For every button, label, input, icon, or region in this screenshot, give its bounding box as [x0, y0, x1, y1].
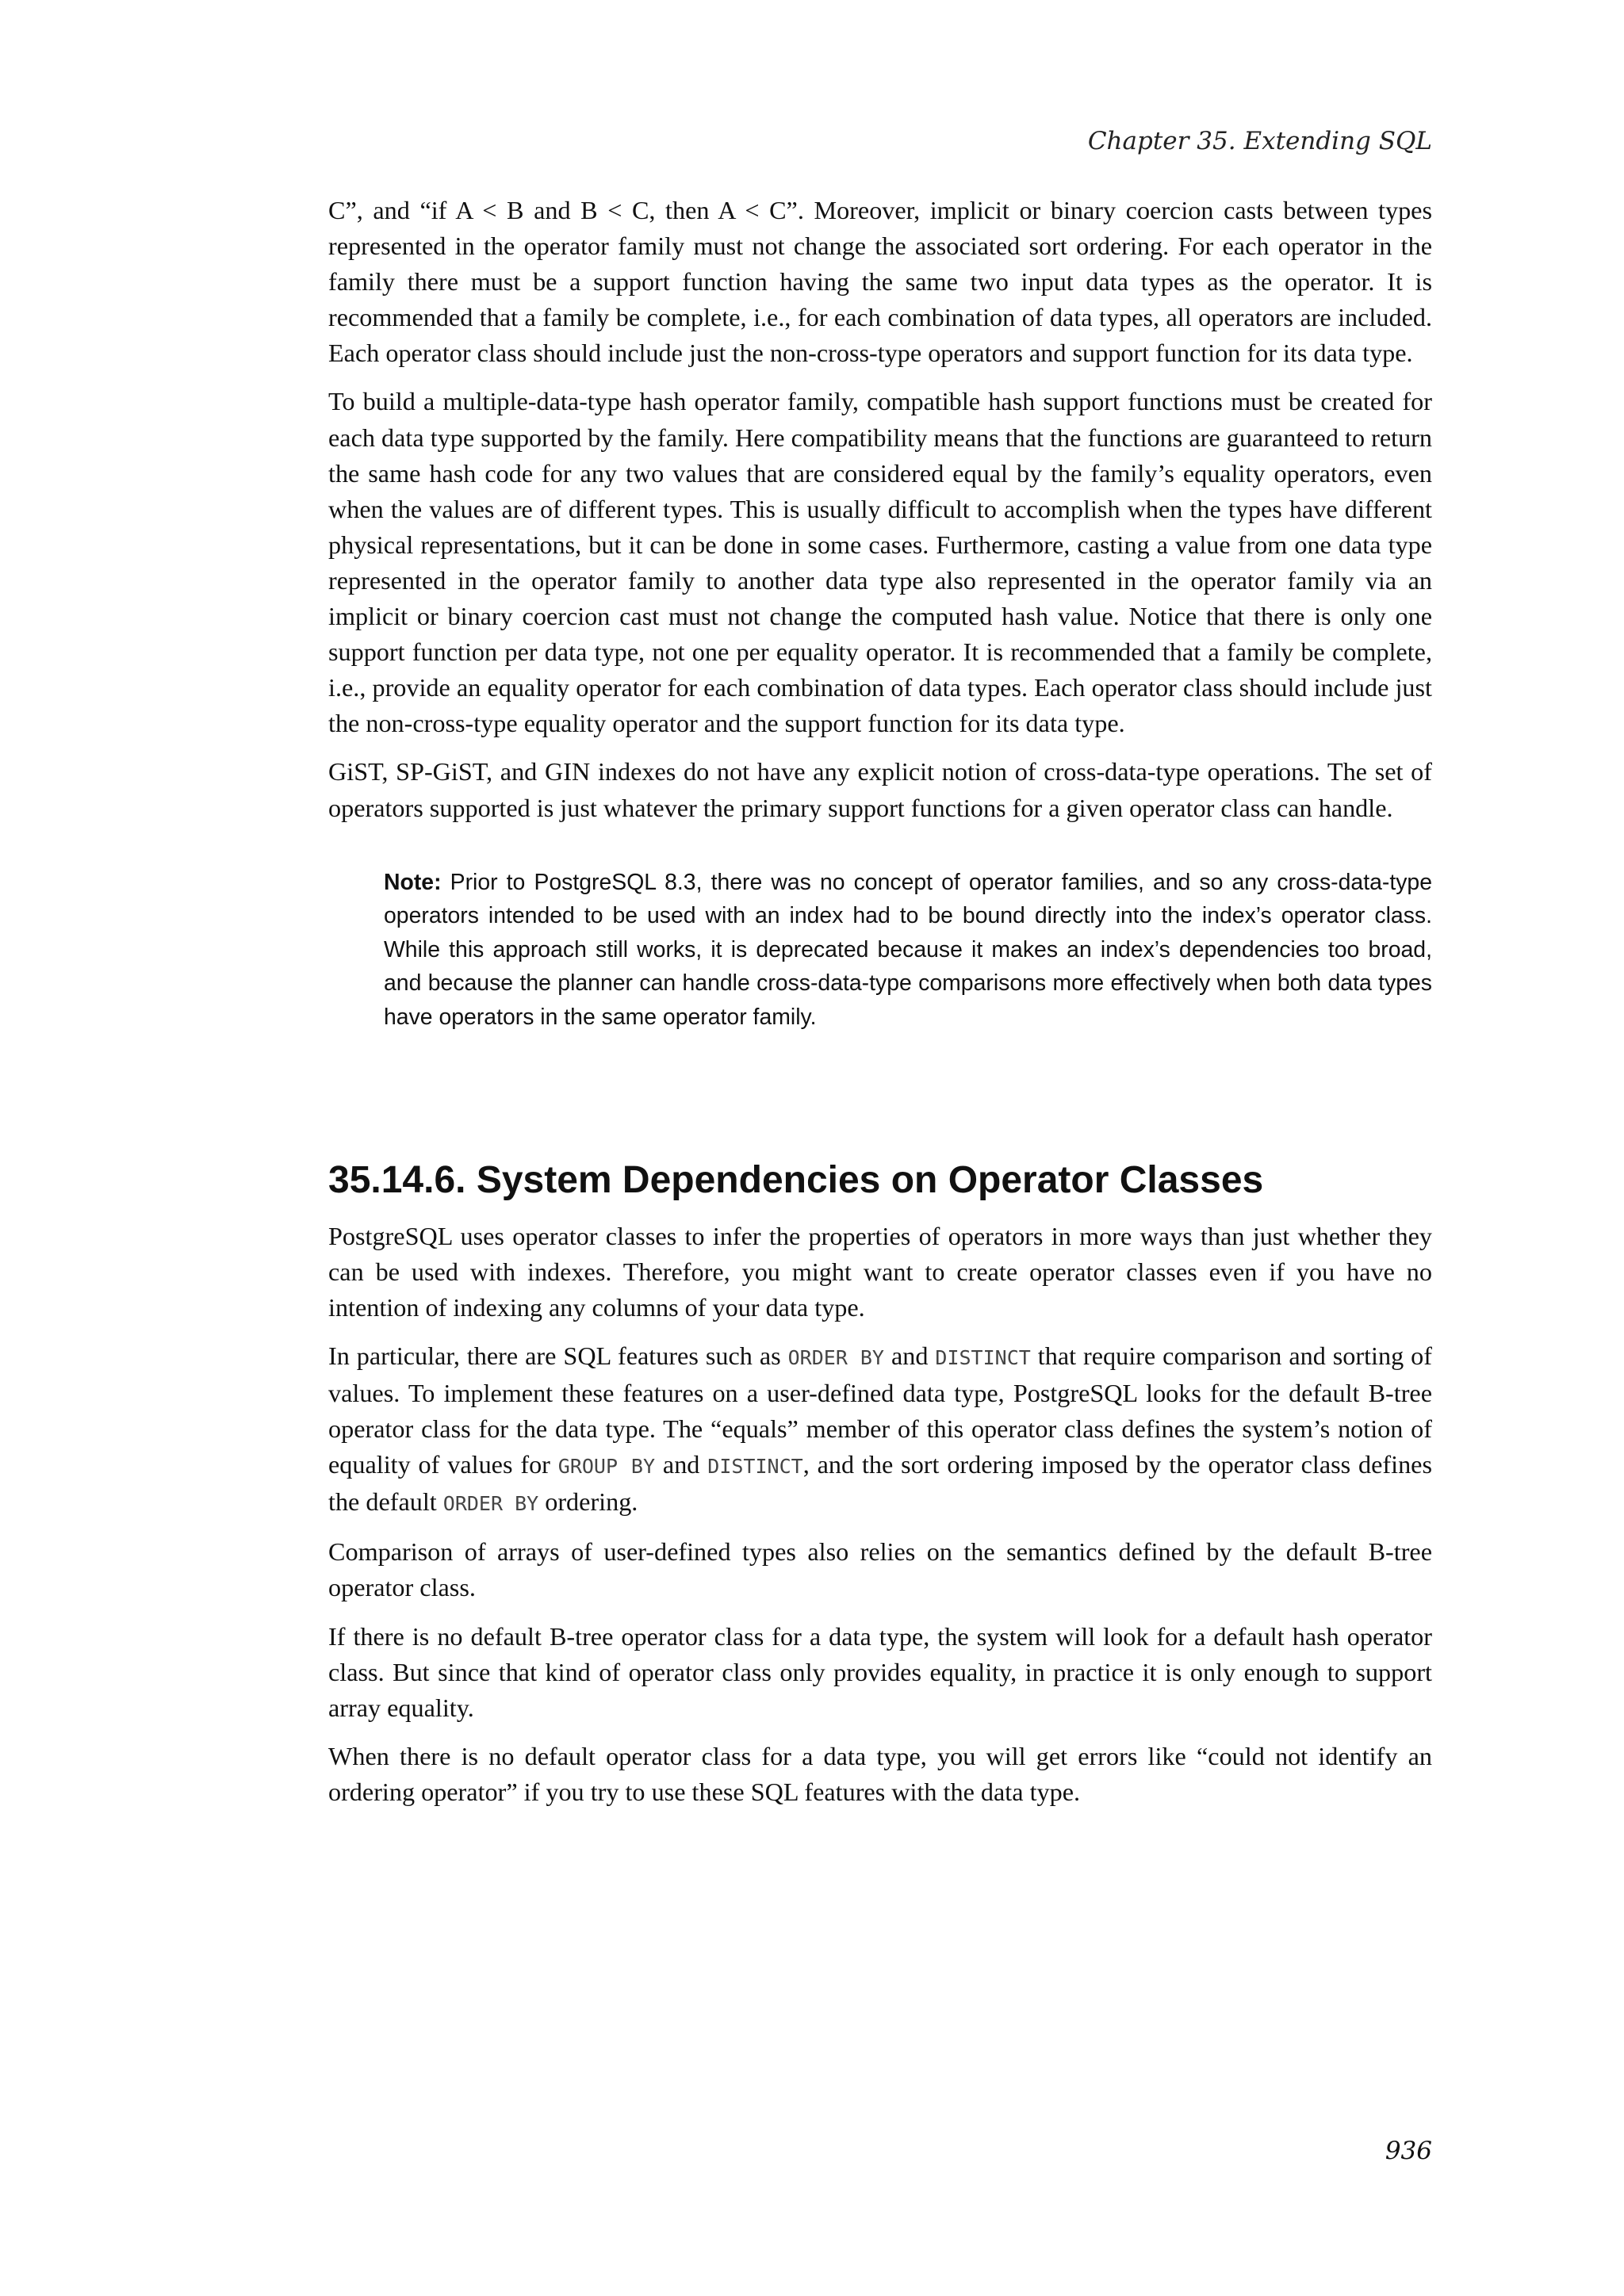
code-order-by: ORDER BY: [442, 1492, 539, 1516]
paragraph-gist-gin: GiST, SP-GiST, and GIN indexes do not have any explicit notion of cross-data-type operations. The set of operators supported is just whatever the primary support functions for a given operator class can handle.: [328, 757, 1432, 822]
paragraph-btree-ordering: C”, and “if A < B and B < C, then A < C”. Moreover, implicit or binary coercion casts between types represented in the operator family must not change the associated sort ordering. For each operator in the family there must be a support function having the same two input data types as the operator. It is recommended that a family be complete, i.e., for each combination of data types, all operators are included. Each operator class should include just the non-cross-type operators and support function for its data type.: [328, 196, 1432, 368]
code-group-by: GROUP BY: [557, 1455, 656, 1479]
text-run: and: [883, 1341, 936, 1370]
text-run: In particular, there are SQL features such as: [328, 1341, 788, 1370]
note-label: Note:: [384, 869, 442, 895]
text-run: ordering.: [538, 1487, 638, 1517]
paragraph-hash-fallback: If there is no default B-tree operator class for a data type, the system will look for a default hash operator class. But since that kind of operator class only provides equality, in practice it is only enough to support array equality.: [328, 1621, 1432, 1722]
text-run: that require comparison and sorting of values. To implement these features on a user-defined data type, PostgreSQL looks for the default B-tree operator class for the data type. The “equals” member of this operator class defines the system’s notion of equality of values for: [328, 1341, 1432, 1479]
note-block: [384, 866, 1432, 1035]
note-text: Prior to PostgreSQL 8.3, there was no concept of operator families, and so any cross-data-type operators intended to be used with an index had to be bound directly into the index’s operator class. While this approach still works, it is deprecated because it makes an index’s dependencies too broad, and because the planner can handle cross-data-type comparisons more effectively when both data types have operators in the same operator family.: [384, 869, 1432, 1030]
code-distinct: DISTINCT: [707, 1455, 803, 1479]
code-distinct: DISTINCT: [935, 1345, 1031, 1369]
paragraph-hash-family: To build a multiple-data-type hash operator family, compatible hash support functions must be created for each data type supported by the family. Here compatibility means that the functions are guaranteed to return the same hash code for any two values that are considered equal by the family’s equality operators, even when the values are of different types. This is usually difficult to accomplish when the types have different physical representations, but it can be done in some cases. Furthermore, casting a value from one data type represented in the operator family to another data type also represented in the operator family via an implicit or binary coercion cast must not change the computed hash value. Notice that there is only one support function per data type, not one per equality operator. It is recommended that a family be complete, i.e., provide an equality operator for each combination of data types. Each operator class should include just the non-cross-type equality operator and the support function for its data type.: [328, 387, 1432, 738]
paragraph-errors: When there is no default operator class for a data type, you will get errors like “could not identify an ordering operator” if you try to use these SQL features with the data type.: [328, 1741, 1432, 1806]
page-body: [328, 193, 1432, 1823]
paragraph-sql-features: [328, 1338, 1432, 1521]
paragraph-array-comparison: Comparison of arrays of user-defined types also relies on the semantics defined by the default B-tree operator class.: [328, 1537, 1432, 1602]
section-heading: 35.14.6. System Dependencies on Operator Classes: [328, 1158, 1264, 1201]
text-run: , and the sort ordering imposed by the operator class defines the default: [328, 1450, 1432, 1517]
page-number: 936: [1385, 2137, 1432, 2165]
code-order-by: ORDER BY: [787, 1345, 884, 1369]
paragraph-operator-classes-intro: PostgreSQL uses operator classes to infer the properties of operators in more ways than just whether they can be used with indexes. Therefore, you might want to create operator classes even if you have no intention of indexing any columns of your data type.: [328, 1221, 1432, 1322]
running-header: Chapter 35. Extending SQL: [1087, 127, 1432, 155]
text-run: and: [655, 1450, 708, 1479]
